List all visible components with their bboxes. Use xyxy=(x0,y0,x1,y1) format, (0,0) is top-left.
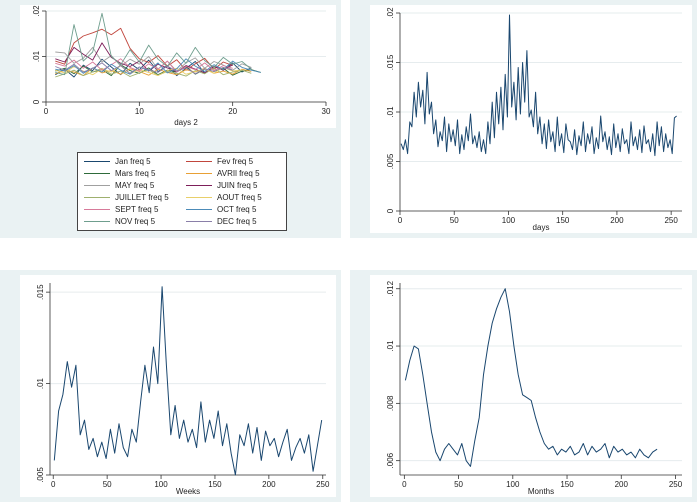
x-tick-label: 50 xyxy=(454,480,464,489)
series-line-1 xyxy=(401,15,676,156)
y-tick-label: .02 xyxy=(32,5,41,17)
y-tick-label: .008 xyxy=(386,395,395,412)
legend-item xyxy=(84,192,178,203)
x-tick-label: 20 xyxy=(228,107,238,116)
y-tick-label: .006 xyxy=(386,452,395,469)
plot-area-weekly xyxy=(20,275,336,497)
legend-swatch xyxy=(84,209,110,210)
x-tick-label: 200 xyxy=(262,480,276,489)
panel-months xyxy=(350,270,697,502)
y-tick-label: .01 xyxy=(386,106,395,118)
y-tick-label: .005 xyxy=(36,467,45,483)
x-axis-title: days 2 xyxy=(174,118,198,127)
x-tick-label: 100 xyxy=(501,216,516,225)
legend-label: Fev freq 5 xyxy=(217,157,254,166)
legend-item xyxy=(186,204,280,215)
x-tick-label: 50 xyxy=(449,216,459,225)
legend-swatch xyxy=(186,161,212,162)
legend-monthly xyxy=(77,152,287,231)
legend-swatch xyxy=(186,209,212,210)
x-tick-label: 30 xyxy=(321,107,331,116)
legend-swatch xyxy=(186,221,212,222)
legend-swatch xyxy=(84,221,110,222)
legend-item xyxy=(84,204,178,215)
legend-label: Jan freq 5 xyxy=(115,157,151,166)
y-tick-label: .012 xyxy=(386,280,395,297)
legend-swatch xyxy=(84,161,110,162)
series-line-1 xyxy=(405,289,657,467)
x-tick-label: 100 xyxy=(154,480,168,489)
plot-area-months xyxy=(370,275,692,497)
legend-item xyxy=(186,168,280,179)
x-tick-label: 0 xyxy=(43,107,49,116)
y-tick-label: 0 xyxy=(386,208,395,214)
y-tick-label: .01 xyxy=(386,340,395,352)
legend-swatch xyxy=(84,173,110,174)
legend-label: AVRIl freq 5 xyxy=(217,169,260,178)
legend-label: NOV freq 5 xyxy=(115,217,156,226)
chart-weekly xyxy=(20,275,336,497)
y-tick-label: .015 xyxy=(386,54,395,71)
x-tick-label: 250 xyxy=(668,480,683,489)
legend-item xyxy=(84,216,178,227)
plot-area-monthly xyxy=(20,5,336,128)
legend-label: JUILLET freq 5 xyxy=(115,193,169,202)
y-tick-label: .02 xyxy=(386,7,395,19)
legend-item xyxy=(186,156,280,167)
x-tick-label: 0 xyxy=(397,216,403,225)
y-tick-label: 0 xyxy=(32,99,41,105)
panel-monthly-overlay xyxy=(0,0,341,238)
legend-swatch xyxy=(84,197,110,198)
panel-daily xyxy=(350,0,697,238)
x-tick-label: 0 xyxy=(402,480,407,489)
series-line-1 xyxy=(54,287,321,475)
x-tick-label: 0 xyxy=(51,480,56,489)
x-tick-label: 200 xyxy=(614,480,628,489)
legend-swatch xyxy=(186,173,212,174)
x-axis-title: Weeks xyxy=(175,487,201,496)
legend-item xyxy=(84,168,178,179)
legend-swatch xyxy=(186,197,212,198)
panel-weekly xyxy=(0,270,341,502)
chart-months xyxy=(370,275,692,497)
x-tick-label: 150 xyxy=(556,216,570,225)
x-tick-label: 10 xyxy=(134,107,144,116)
y-tick-label: .01 xyxy=(36,378,45,390)
y-tick-label: .015 xyxy=(36,284,45,300)
legend-label: OCT freq 5 xyxy=(217,205,257,214)
x-axis-title: Months xyxy=(527,487,555,496)
legend-item xyxy=(84,180,178,191)
chart-monthly-overlay xyxy=(20,5,336,128)
legend-item xyxy=(186,216,280,227)
x-tick-label: 200 xyxy=(610,216,624,225)
x-tick-label: 250 xyxy=(664,216,678,225)
legend-label: JUIN freq 5 xyxy=(217,181,258,190)
legend-item xyxy=(186,192,280,203)
legend-label: SEPT freq 5 xyxy=(115,205,159,214)
y-tick-label: .01 xyxy=(32,50,41,63)
x-tick-label: 50 xyxy=(102,480,112,489)
x-tick-label: 150 xyxy=(208,480,222,489)
x-tick-label: 100 xyxy=(506,480,520,489)
chart-daily xyxy=(370,5,692,233)
legend-swatch xyxy=(186,185,212,186)
x-tick-label: 150 xyxy=(560,480,574,489)
legend-label: AOUT freq 5 xyxy=(217,193,262,202)
legend-label: Mars freq 5 xyxy=(115,169,156,178)
y-tick-label: .005 xyxy=(386,153,395,170)
x-axis-title: days xyxy=(532,223,550,232)
legend-swatch xyxy=(84,185,110,186)
legend-label: DEC freq 5 xyxy=(217,217,257,226)
legend-label: MAY freq 5 xyxy=(115,181,155,190)
plot-area-daily xyxy=(370,5,692,233)
legend-item xyxy=(186,180,280,191)
legend-item xyxy=(84,156,178,167)
x-tick-label: 250 xyxy=(316,480,330,489)
